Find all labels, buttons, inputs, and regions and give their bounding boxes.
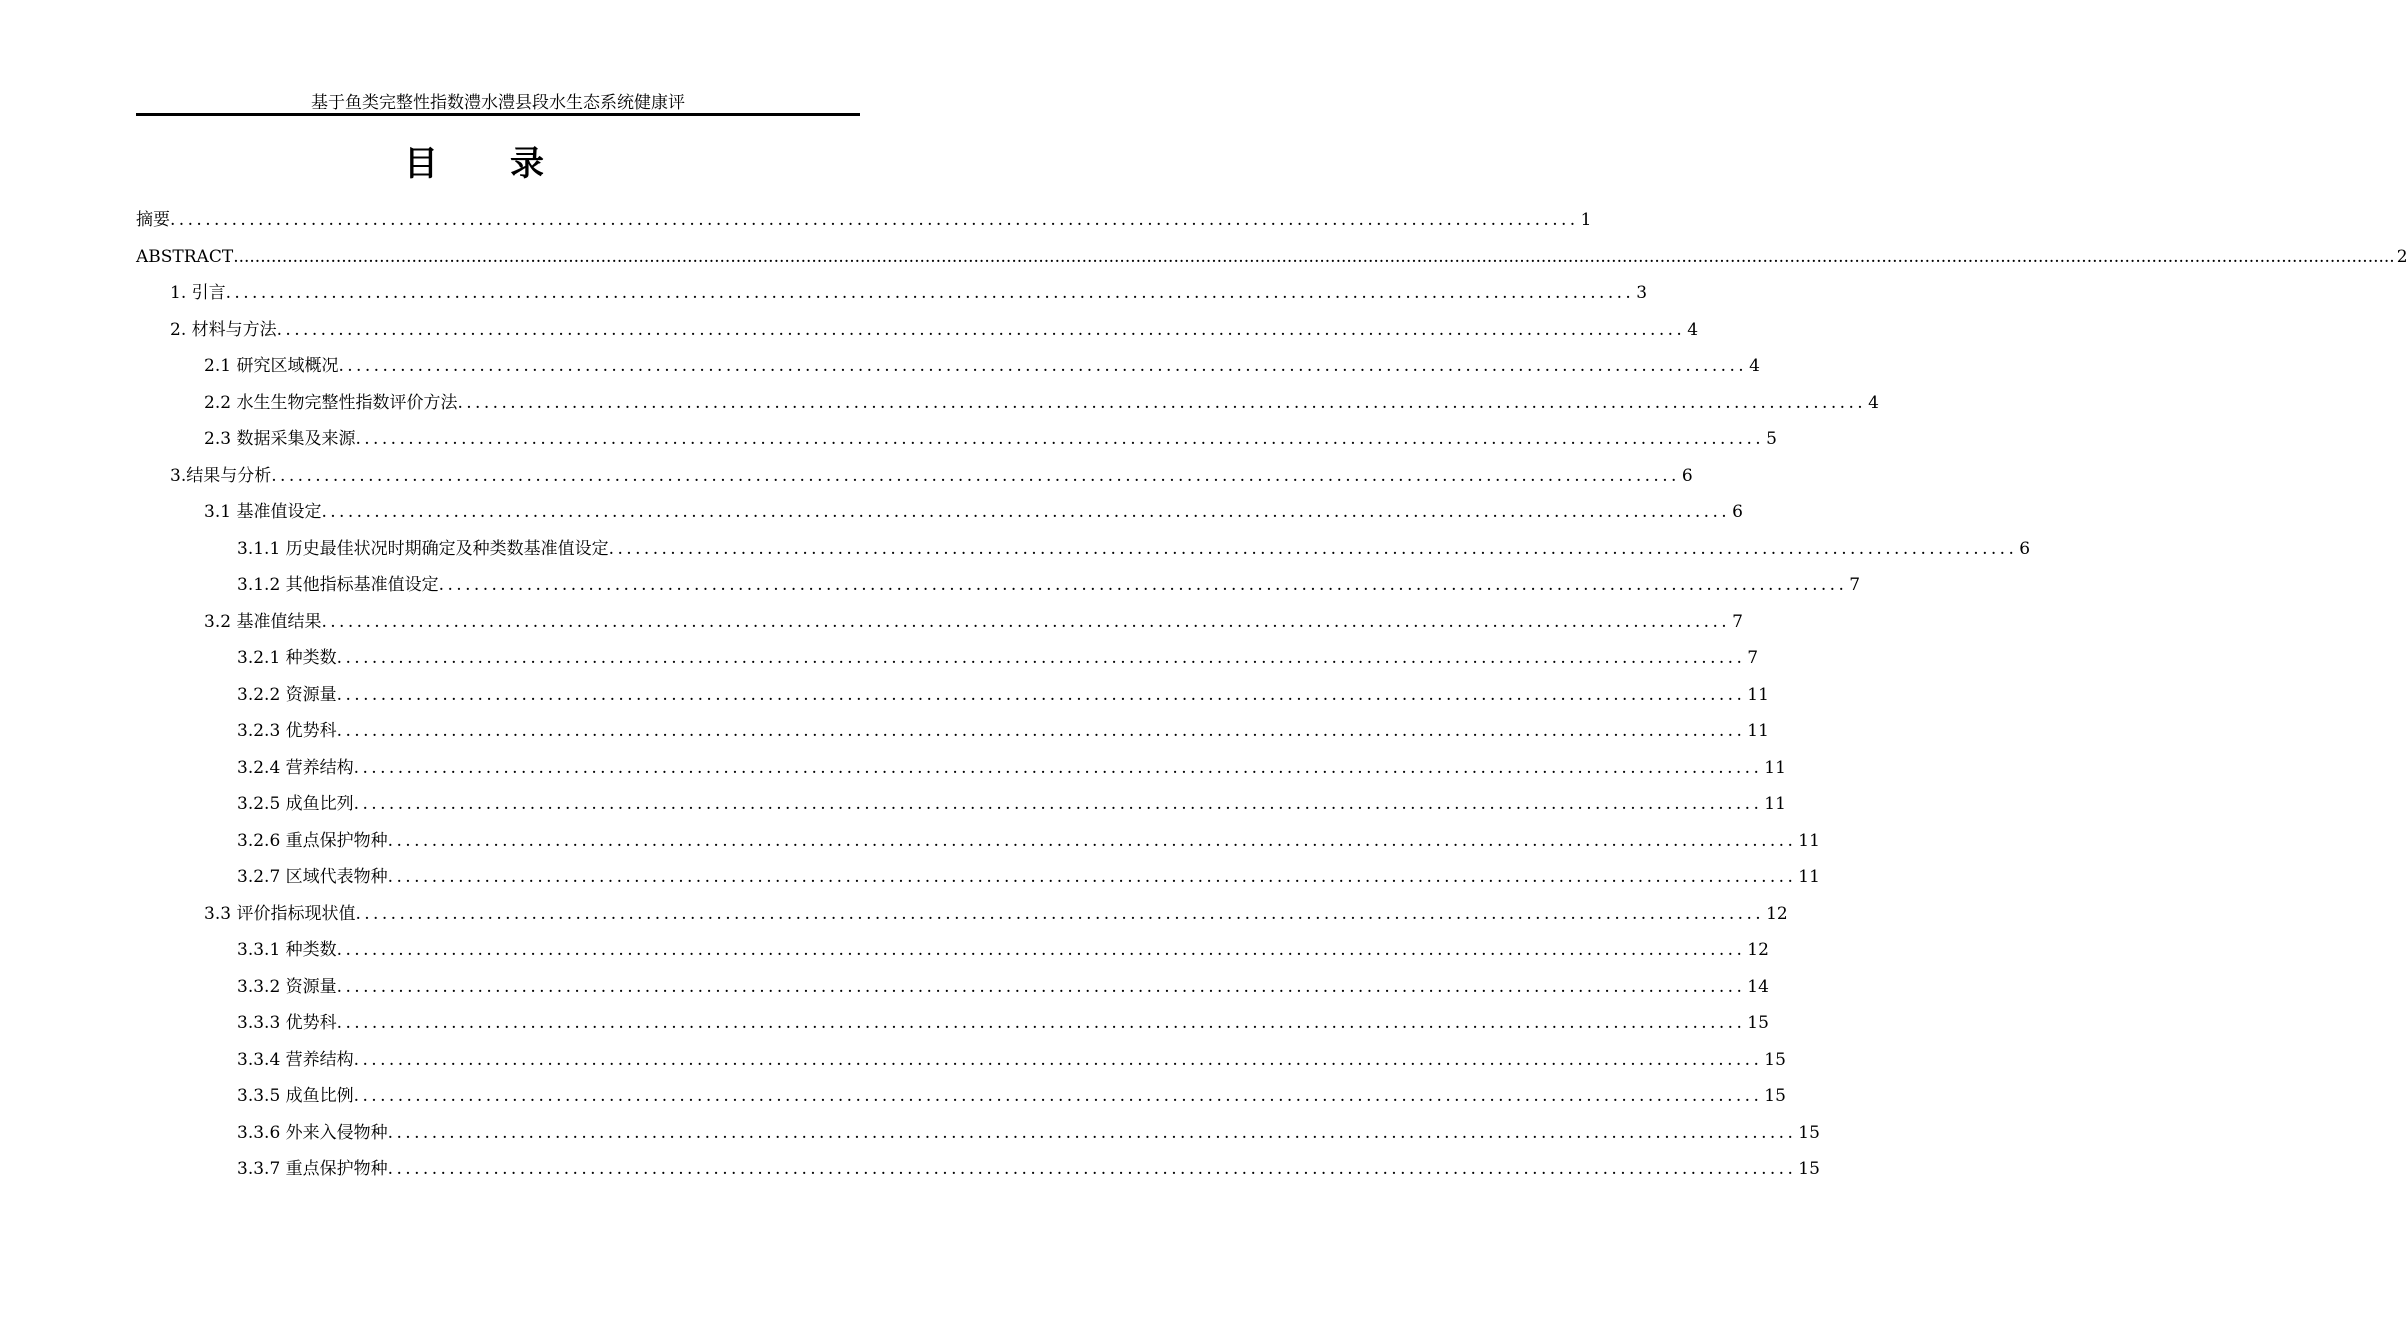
toc-entry-page-number: 7 — [1732, 611, 1743, 632]
toc-entry[interactable] — [136, 935, 1769, 972]
toc-entry-label: 2. 材料与方法 — [170, 319, 277, 340]
dot-leader: ................................................................................................................................................................ — [276, 319, 1686, 340]
toc-entry[interactable] — [136, 1045, 1786, 1082]
toc-entry-label: 3.结果与分析 — [170, 465, 272, 486]
toc-entry-label: 3.3.6 外来入侵物种 — [237, 1122, 388, 1143]
toc-entry[interactable] — [136, 424, 1777, 461]
toc-entry-label: 3.3.3 优势科 — [237, 1013, 337, 1033]
dot-leader: ................................................................................................................................................................ — [457, 392, 1867, 413]
dot-leader: ................................................................................................................................................................ — [338, 356, 1748, 376]
toc-entry-label: 3.3.5 成鱼比例 — [237, 1086, 354, 1106]
toc-entry-page-number: 3 — [1636, 283, 1648, 303]
toc-entry-label: 1. 引言 — [170, 283, 226, 303]
toc-entry-page-number: 11 — [1764, 794, 1786, 814]
toc-entry-page-number: 2 — [2396, 246, 2408, 267]
toc-entry[interactable] — [136, 388, 1879, 425]
dot-leader: ................................................................................................................................................................ — [170, 210, 1579, 230]
toc-entry-page-number: 15 — [1764, 1086, 1786, 1106]
toc-entry[interactable] — [136, 789, 1786, 826]
toc-entry[interactable] — [136, 643, 1759, 680]
toc-entry-page-number: 11 — [1747, 684, 1769, 705]
toc-entry-label: 3.2.2 资源量 — [237, 684, 337, 705]
toc-title — [0, 142, 950, 186]
dot-leader: ................................................................................................................................................................ — [336, 1013, 1746, 1033]
toc-entry-page-number: 15 — [1798, 1159, 1820, 1179]
toc-entry[interactable] — [136, 351, 1760, 388]
toc-entry[interactable] — [136, 607, 1743, 644]
toc-entry-label: 摘要 — [136, 210, 170, 230]
toc-entry-page-number: 12 — [1747, 940, 1769, 960]
toc-entry-label: 3.3 评价指标现状值 — [204, 903, 356, 924]
toc-entry-page-number: 5 — [1766, 429, 1777, 449]
toc-entry-page-number: 4 — [1868, 392, 1879, 413]
dot-leader: ................................................................................................................................................................................................................................................................................................................................................................................................................ — [233, 246, 2395, 267]
toc-entry-label: 3.2.7 区域代表物种 — [237, 867, 388, 887]
toc-entry-page-number: 7 — [1849, 575, 1861, 595]
dot-leader: ................................................................................................................................................................ — [353, 794, 1763, 814]
toc-entry[interactable] — [136, 1081, 1786, 1118]
toc-entry-page-number: 15 — [1747, 1013, 1769, 1033]
toc-entry-page-number: 11 — [1747, 721, 1769, 741]
toc-entry-page-number: 7 — [1747, 648, 1759, 668]
dot-leader: ................................................................................................................................................................ — [353, 1086, 1763, 1106]
dot-leader: ................................................................................................................................................................ — [387, 1122, 1797, 1143]
toc-entry[interactable] — [136, 1008, 1769, 1045]
toc-entry[interactable] — [136, 461, 1693, 498]
toc-entry-label: 2.2 水生生物完整性指数评价方法 — [204, 392, 458, 413]
toc-entry[interactable] — [136, 862, 1820, 899]
toc-entry[interactable] — [136, 205, 1592, 242]
toc-entry-page-number: 6 — [2019, 538, 2031, 559]
toc-entry-label: 3.3.4 营养结构 — [237, 1049, 354, 1070]
dot-leader: ................................................................................................................................................................ — [387, 867, 1797, 887]
toc-entry-page-number: 11 — [1798, 830, 1820, 851]
toc-entry-label: 3.2.4 营养结构 — [237, 757, 354, 778]
dot-leader: ................................................................................................................................................................ — [387, 830, 1797, 851]
dot-leader: ................................................................................................................................................................ — [355, 903, 1765, 924]
running-header-title: 基于鱼类完整性指数澧水澧县段水生态系统健康评 — [311, 93, 685, 113]
toc-entry-page-number: 4 — [1749, 356, 1760, 376]
toc-entry-label: 3.2.1 种类数 — [237, 648, 337, 668]
toc-entry-label: 3.3.2 资源量 — [237, 976, 337, 997]
dot-leader: ................................................................................................................................................................ — [387, 1159, 1797, 1179]
toc-entry-page-number: 4 — [1687, 319, 1699, 340]
toc-entry-label: 3.3.7 重点保护物种 — [237, 1159, 388, 1179]
toc-entry-page-number: 12 — [1766, 903, 1788, 924]
dot-leader: ................................................................................................................................................................ — [608, 538, 2018, 559]
toc-entry-label: ABSTRACT — [136, 246, 234, 267]
toc-entry-page-number: 6 — [1681, 465, 1693, 486]
toc-entry-label: 3.2.3 优势科 — [237, 721, 337, 741]
dot-leader: ................................................................................................................................................................ — [321, 502, 1731, 522]
toc-entry-label: 3.2.6 重点保护物种 — [237, 830, 388, 851]
dot-leader: ................................................................................................................................................................ — [438, 575, 1848, 595]
toc-entry[interactable] — [136, 899, 1788, 936]
dot-leader: ................................................................................................................................................................ — [321, 611, 1731, 632]
toc-entry-label: 3.2.5 成鱼比列 — [237, 794, 354, 814]
toc-entry[interactable] — [136, 242, 2408, 279]
dot-leader: ................................................................................................................................................................ — [336, 684, 1746, 705]
toc-title-char-1: 目 — [404, 144, 440, 184]
toc-entry-page-number: 15 — [1798, 1122, 1820, 1143]
toc-entry[interactable] — [136, 315, 1699, 352]
toc-entry-page-number: 11 — [1798, 867, 1820, 887]
toc-entry[interactable] — [136, 972, 1769, 1009]
toc-entry-label: 3.1.2 其他指标基准值设定 — [237, 575, 439, 595]
dot-leader: ................................................................................................................................................................ — [336, 648, 1746, 668]
toc-entry-label: 3.1.1 历史最佳状况时期确定及种类数基准值设定 — [237, 538, 609, 559]
toc-entry[interactable] — [136, 278, 1648, 315]
toc-entry[interactable] — [136, 716, 1769, 753]
dot-leader: ................................................................................................................................................................ — [353, 1049, 1763, 1070]
toc-entry-page-number: 6 — [1732, 502, 1743, 522]
toc-entry[interactable] — [136, 570, 1861, 607]
toc-entry-page-number: 15 — [1764, 1049, 1786, 1070]
toc-list — [136, 205, 2408, 1191]
toc-entry-page-number: 14 — [1747, 976, 1769, 997]
toc-entry[interactable] — [136, 1154, 1820, 1191]
toc-entry-label: 3.2 基准值结果 — [204, 611, 322, 632]
toc-entry[interactable] — [136, 534, 2031, 571]
dot-leader: ................................................................................................................................................................ — [336, 940, 1746, 960]
dot-leader: ................................................................................................................................................................ — [336, 976, 1746, 997]
header-rule — [136, 113, 860, 116]
toc-entry[interactable] — [136, 680, 1769, 717]
toc-entry-label: 2.3 数据采集及来源 — [204, 429, 356, 449]
toc-entry-page-number: 1 — [1580, 210, 1592, 230]
toc-entry[interactable] — [136, 1118, 1820, 1155]
toc-title-char-2: 录 — [510, 144, 546, 184]
dot-leader: ................................................................................................................................................................ — [336, 721, 1746, 741]
dot-leader: ................................................................................................................................................................ — [355, 429, 1765, 449]
toc-entry-page-number: 11 — [1764, 757, 1786, 778]
toc-entry[interactable] — [136, 497, 1743, 534]
dot-leader: ................................................................................................................................................................ — [271, 465, 1680, 486]
toc-entry-label: 2.1 研究区域概况 — [204, 356, 339, 376]
dot-leader: ................................................................................................................................................................ — [353, 757, 1763, 778]
dot-leader: ................................................................................................................................................................ — [225, 283, 1635, 303]
toc-entry-label: 3.3.1 种类数 — [237, 940, 337, 960]
toc-entry[interactable] — [136, 753, 1786, 790]
toc-entry[interactable] — [136, 826, 1820, 863]
toc-entry-label: 3.1 基准值设定 — [204, 502, 322, 522]
